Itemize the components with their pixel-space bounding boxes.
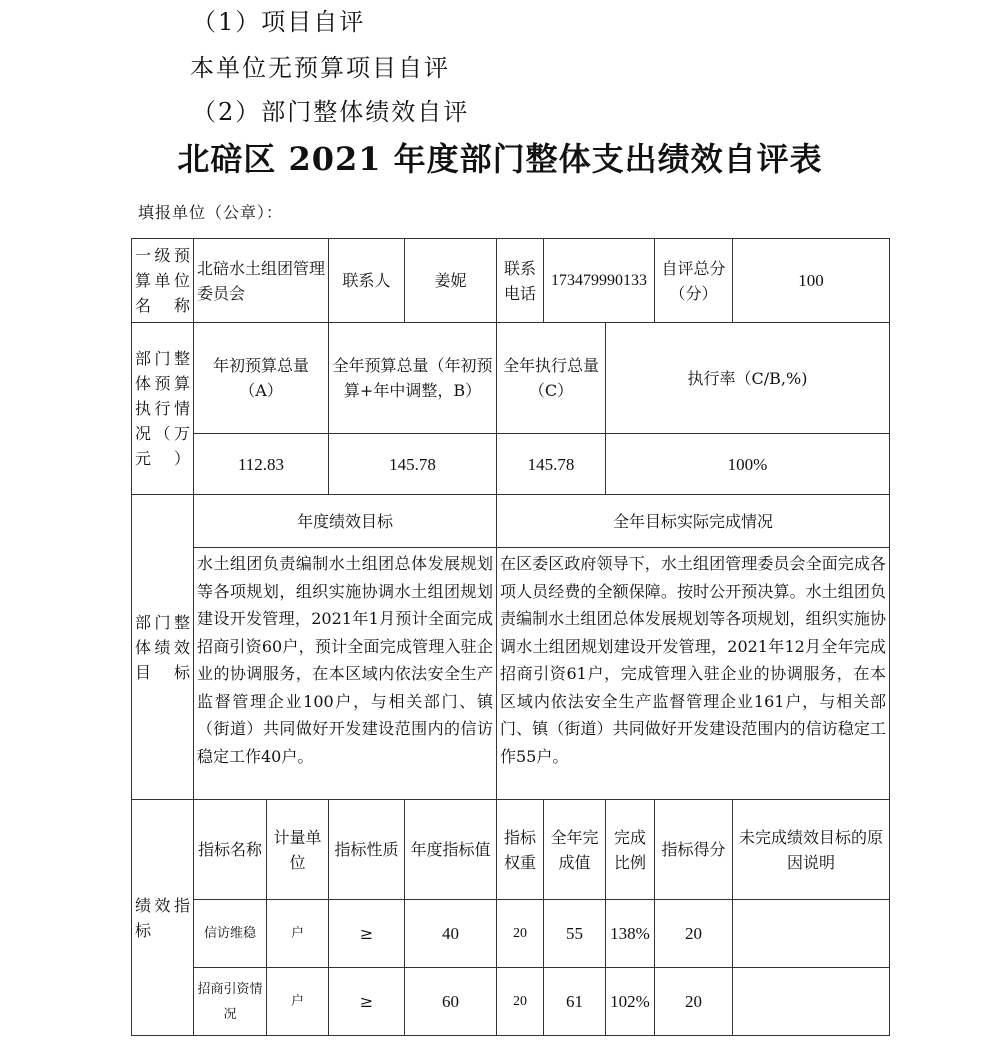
indicator-reason bbox=[733, 900, 890, 968]
indicator-ratio: 138% bbox=[606, 900, 655, 968]
indicator-unit: 户 bbox=[267, 968, 329, 1036]
table-row bbox=[132, 968, 890, 1036]
score-label: 自评总分（分） bbox=[655, 239, 733, 323]
indicator-nature: ≥ bbox=[329, 968, 405, 1036]
budget-a-label: 年初预算总量（A） bbox=[194, 323, 329, 434]
header-actual: 全年完成值 bbox=[544, 800, 606, 900]
header-indicator-name: 指标名称 bbox=[194, 800, 267, 900]
goals-header-row bbox=[132, 495, 890, 548]
budget-c-label: 全年执行总量（C） bbox=[497, 323, 606, 434]
total-score: 100 bbox=[733, 239, 890, 323]
budget-b-label: 全年预算总量（年初预算+年中调整，B） bbox=[329, 323, 497, 434]
contact-name: 姜妮 bbox=[405, 239, 497, 323]
header-nature: 指标性质 bbox=[329, 800, 405, 900]
no-project-note: 本单位无预算项目自评 bbox=[190, 54, 450, 82]
header-weight: 指标权重 bbox=[497, 800, 544, 900]
execution-rate-label: 执行率（C/B,%) bbox=[606, 323, 890, 434]
budget-c-value: 145.78 bbox=[497, 434, 606, 495]
budget-values-row bbox=[132, 434, 890, 495]
header-target: 年度指标值 bbox=[405, 800, 497, 900]
indicator-unit: 户 bbox=[267, 900, 329, 968]
indicator-ratio: 102% bbox=[606, 968, 655, 1036]
table-row bbox=[132, 900, 890, 968]
indicator-weight: 20 bbox=[497, 968, 544, 1036]
indicator-nature: ≥ bbox=[329, 900, 405, 968]
budget-label: 部门整体预算执行情况（万元） bbox=[132, 323, 194, 495]
indicators-label: 绩效指标 bbox=[132, 800, 194, 1036]
indicator-reason bbox=[733, 968, 890, 1036]
budget-a-value: 112.83 bbox=[194, 434, 329, 495]
header-reason: 未完成绩效目标的原因说明 bbox=[733, 800, 890, 900]
indicator-score: 20 bbox=[655, 968, 733, 1036]
section-heading-dept-eval: （2）部门整体绩效自评 bbox=[192, 98, 470, 126]
unit-row bbox=[132, 239, 890, 323]
indicator-actual: 61 bbox=[544, 968, 606, 1036]
indicator-actual: 55 bbox=[544, 900, 606, 968]
indicator-target: 40 bbox=[405, 900, 497, 968]
indicator-header-row bbox=[132, 800, 890, 900]
phone-number: 173479990133 bbox=[544, 239, 655, 323]
unit-label: 一级预算单位名称 bbox=[132, 239, 194, 323]
indicator-name: 信访维稳 bbox=[194, 900, 267, 968]
actual-completion-header: 全年目标实际完成情况 bbox=[497, 495, 890, 548]
self-evaluation-table bbox=[131, 238, 890, 1036]
execution-rate-value: 100% bbox=[606, 434, 890, 495]
annual-goal-header: 年度绩效目标 bbox=[194, 495, 497, 548]
fill-unit-label: 填报单位（公章）： bbox=[138, 203, 284, 222]
budget-b-value: 145.78 bbox=[329, 434, 497, 495]
header-unit: 计量单位 bbox=[267, 800, 329, 900]
document-title: 北碚区 2021 年度部门整体支出绩效自评表 bbox=[177, 140, 823, 178]
indicator-target: 60 bbox=[405, 968, 497, 1036]
section-heading-project-eval: （1）项目自评 bbox=[192, 8, 366, 36]
header-score: 指标得分 bbox=[655, 800, 733, 900]
indicator-name: 招商引资情况 bbox=[194, 968, 267, 1036]
goals-label: 部门整体绩效目标 bbox=[132, 495, 194, 800]
header-ratio: 完成比例 bbox=[606, 800, 655, 900]
phone-label: 联系电话 bbox=[497, 239, 544, 323]
budget-header-row bbox=[132, 323, 890, 434]
actual-completion-text: 在区委区政府领导下，水土组团管理委员会全面完成各项人员经费的全额保障。按时公开预决算。水土组团负责编制水土组团总体发展规划等各项规划，组织实施协调水土组团规划建设开发管理，2021年12月全年完成招商引资61户，完成管理入驻企业的协调服务，在本区域内依法安全生产监督管理企业161户，与相关部门、镇（街道）共同做好开发建设范围内的信访稳定工作55户。 bbox=[497, 548, 890, 800]
indicator-score: 20 bbox=[655, 900, 733, 968]
annual-goal-text: 水土组团负责编制水土组团总体发展规划等各项规划，组织实施协调水土组团规划建设开发管理，2021年1月预计全面完成招商引资60户，预计全面完成管理入驻企业的协调服务，在本区域内依法安全生产监督管理企业100户，与相关部门、镇（街道）共同做好开发建设范围内的信访稳定工作40户。 bbox=[194, 548, 497, 800]
goals-text-row bbox=[132, 548, 890, 800]
unit-name: 北碚水土组团管理委员会 bbox=[194, 239, 329, 323]
contact-label: 联系人 bbox=[329, 239, 405, 323]
indicator-weight: 20 bbox=[497, 900, 544, 968]
